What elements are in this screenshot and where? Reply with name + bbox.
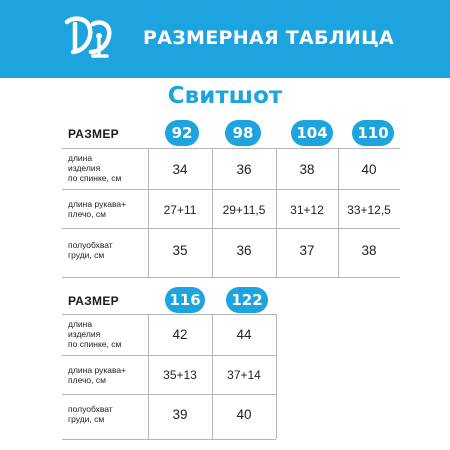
table-divider bbox=[62, 228, 400, 229]
row-label-length: длина изделия по спинке, см bbox=[68, 153, 122, 183]
table-cell: 38 bbox=[299, 162, 315, 177]
table-divider bbox=[62, 189, 400, 190]
size-badge-116: 116 bbox=[165, 287, 205, 313]
row-label-sleeve: длина рукава+ плечо, см bbox=[68, 365, 127, 385]
table-divider bbox=[62, 394, 276, 395]
table-divider bbox=[276, 314, 277, 439]
table-cell: 31+12 bbox=[290, 203, 324, 217]
table-divider bbox=[62, 355, 276, 356]
row-label-chest: полуобхват груди, см bbox=[68, 404, 113, 424]
dd-logo-icon bbox=[63, 14, 115, 60]
size-badge-98: 98 bbox=[225, 120, 261, 146]
banner-title: РАЗМЕРНАЯ ТАБЛИЦА bbox=[143, 27, 395, 49]
table-cell: 33+12,5 bbox=[347, 203, 391, 217]
product-title: Свитшот bbox=[167, 83, 283, 109]
size-label: РАЗМЕР bbox=[68, 294, 119, 308]
table-cell: 36 bbox=[236, 162, 252, 177]
table-divider bbox=[62, 439, 276, 440]
table-cell: 29+11,5 bbox=[222, 203, 266, 217]
size-badge-122: 122 bbox=[226, 287, 268, 313]
row-label-sleeve: длина рукава+ плечо, см bbox=[68, 199, 127, 219]
table-cell: 38 bbox=[361, 243, 377, 258]
table-divider bbox=[62, 277, 400, 278]
size-badge-92: 92 bbox=[165, 120, 199, 146]
size-label: РАЗМЕР bbox=[68, 127, 119, 141]
table-cell: 40 bbox=[236, 407, 252, 422]
header-banner bbox=[0, 0, 450, 78]
table-cell: 39 bbox=[172, 407, 188, 422]
table-cell: 35 bbox=[172, 243, 188, 258]
size-badge-110: 110 bbox=[352, 120, 394, 146]
table-cell: 37 bbox=[299, 243, 315, 258]
table-cell: 40 bbox=[361, 162, 377, 177]
table-divider bbox=[62, 148, 400, 149]
table-cell: 37+14 bbox=[227, 368, 261, 382]
table-cell: 42 bbox=[172, 327, 188, 342]
row-label-chest: полуобхват груди, см bbox=[68, 240, 113, 260]
table-cell: 44 bbox=[236, 327, 252, 342]
table-cell: 34 bbox=[172, 162, 188, 177]
table-cell: 35+13 bbox=[163, 368, 197, 382]
table-cell: 36 bbox=[236, 243, 252, 258]
table-cell: 27+11 bbox=[163, 203, 197, 217]
size-badge-104: 104 bbox=[291, 120, 333, 146]
row-label-length: длина изделия по спинке, см bbox=[68, 319, 122, 349]
table-divider bbox=[62, 314, 276, 315]
